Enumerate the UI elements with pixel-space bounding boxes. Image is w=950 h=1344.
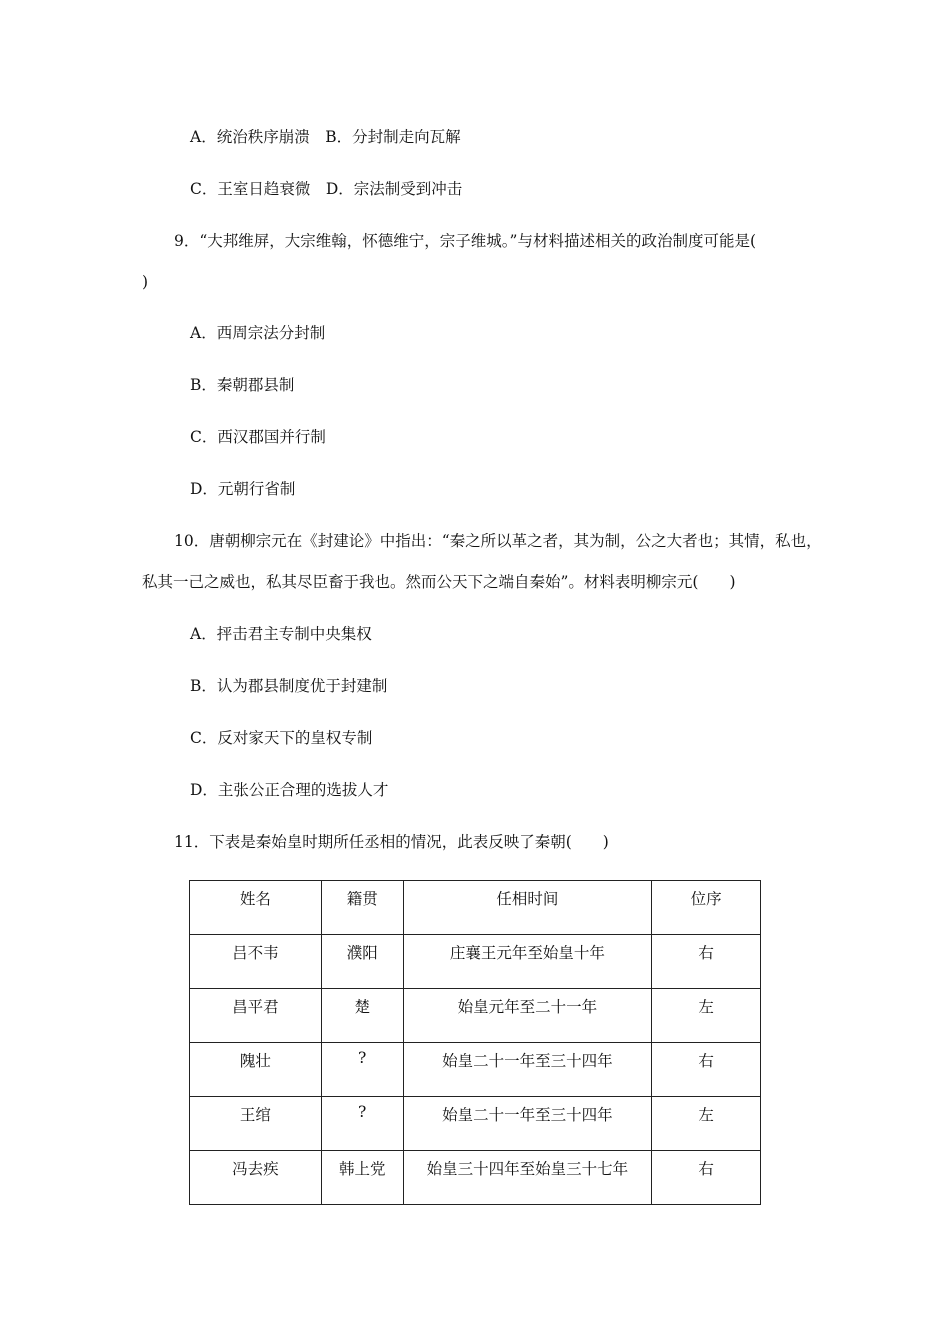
q11-stem: 11．下表是秦始皇时期所任丞相的情况，此表反映了秦朝( ) xyxy=(174,833,609,851)
q9-stem-line1: 9．“大邦维屏，大宗维翰，怀德维宁，宗子维城。”与材料描述相关的政治制度可能是( xyxy=(174,232,757,250)
table-cell: 韩上党 xyxy=(321,1151,403,1205)
table-row xyxy=(190,935,761,989)
q10-option-c: C．反对家天下的皇权专制 xyxy=(190,729,373,747)
table-cell: 左 xyxy=(652,1097,761,1151)
table-header-cell: 籍贯 xyxy=(321,881,403,935)
q9-option-c: C．西汉郡国并行制 xyxy=(190,428,326,446)
table-row xyxy=(190,1151,761,1205)
table-cell: 濮阳 xyxy=(321,935,403,989)
table-cell: 始皇元年至二十一年 xyxy=(403,989,652,1043)
table-header-cell: 任相时间 xyxy=(403,881,652,935)
q8-option-line-cd: C．王室日趋衰微 D．宗法制受到冲击 xyxy=(190,180,463,198)
table-header-cell: 姓名 xyxy=(190,881,322,935)
table-cell: ? xyxy=(321,1043,403,1097)
table-cell: 始皇二十一年至三十四年 xyxy=(403,1043,652,1097)
q10-option-a: A．抨击君主专制中央集权 xyxy=(190,625,372,643)
q10-stem-line1: 10．唐朝柳宗元在《封建论》中指出：“秦之所以革之者，其为制，公之大者也；其情，私也， xyxy=(174,532,822,550)
q10-option-b: B．认为郡县制度优于封建制 xyxy=(190,677,388,695)
table-row xyxy=(190,989,761,1043)
q9-stem-line2: ) xyxy=(142,273,149,291)
table-cell: ? xyxy=(321,1097,403,1151)
table-cell: 左 xyxy=(652,989,761,1043)
table-header-row xyxy=(190,881,761,935)
table-cell: 冯去疾 xyxy=(190,1151,322,1205)
q9-option-b: B．秦朝郡县制 xyxy=(190,376,295,394)
table-cell: 庄襄王元年至始皇十年 xyxy=(403,935,652,989)
q10-stem-line2: 私其一己之威也，私其尽臣畜于我也。然而公天下之端自秦始”。材料表明柳宗元( ) xyxy=(142,573,736,591)
q8-option-line-ab: A．统治秩序崩溃 B．分封制走向瓦解 xyxy=(190,128,461,146)
table-row xyxy=(190,1043,761,1097)
chancellor-table xyxy=(189,880,761,1205)
table-cell: 右 xyxy=(652,1151,761,1205)
table-row xyxy=(190,1097,761,1151)
table-cell: 吕不韦 xyxy=(190,935,322,989)
table-cell: 右 xyxy=(652,1043,761,1097)
table-cell: 昌平君 xyxy=(190,989,322,1043)
table-cell: 楚 xyxy=(321,989,403,1043)
table-cell: 始皇二十一年至三十四年 xyxy=(403,1097,652,1151)
table-cell: 隗壮 xyxy=(190,1043,322,1097)
table-cell: 始皇三十四年至始皇三十七年 xyxy=(403,1151,652,1205)
q9-option-d: D．元朝行省制 xyxy=(190,480,296,498)
q9-option-a: A．西周宗法分封制 xyxy=(190,324,326,342)
table-cell: 王绾 xyxy=(190,1097,322,1151)
q10-option-d: D．主张公正合理的选拔人才 xyxy=(190,781,389,799)
table-header-cell: 位序 xyxy=(652,881,761,935)
table-cell: 右 xyxy=(652,935,761,989)
